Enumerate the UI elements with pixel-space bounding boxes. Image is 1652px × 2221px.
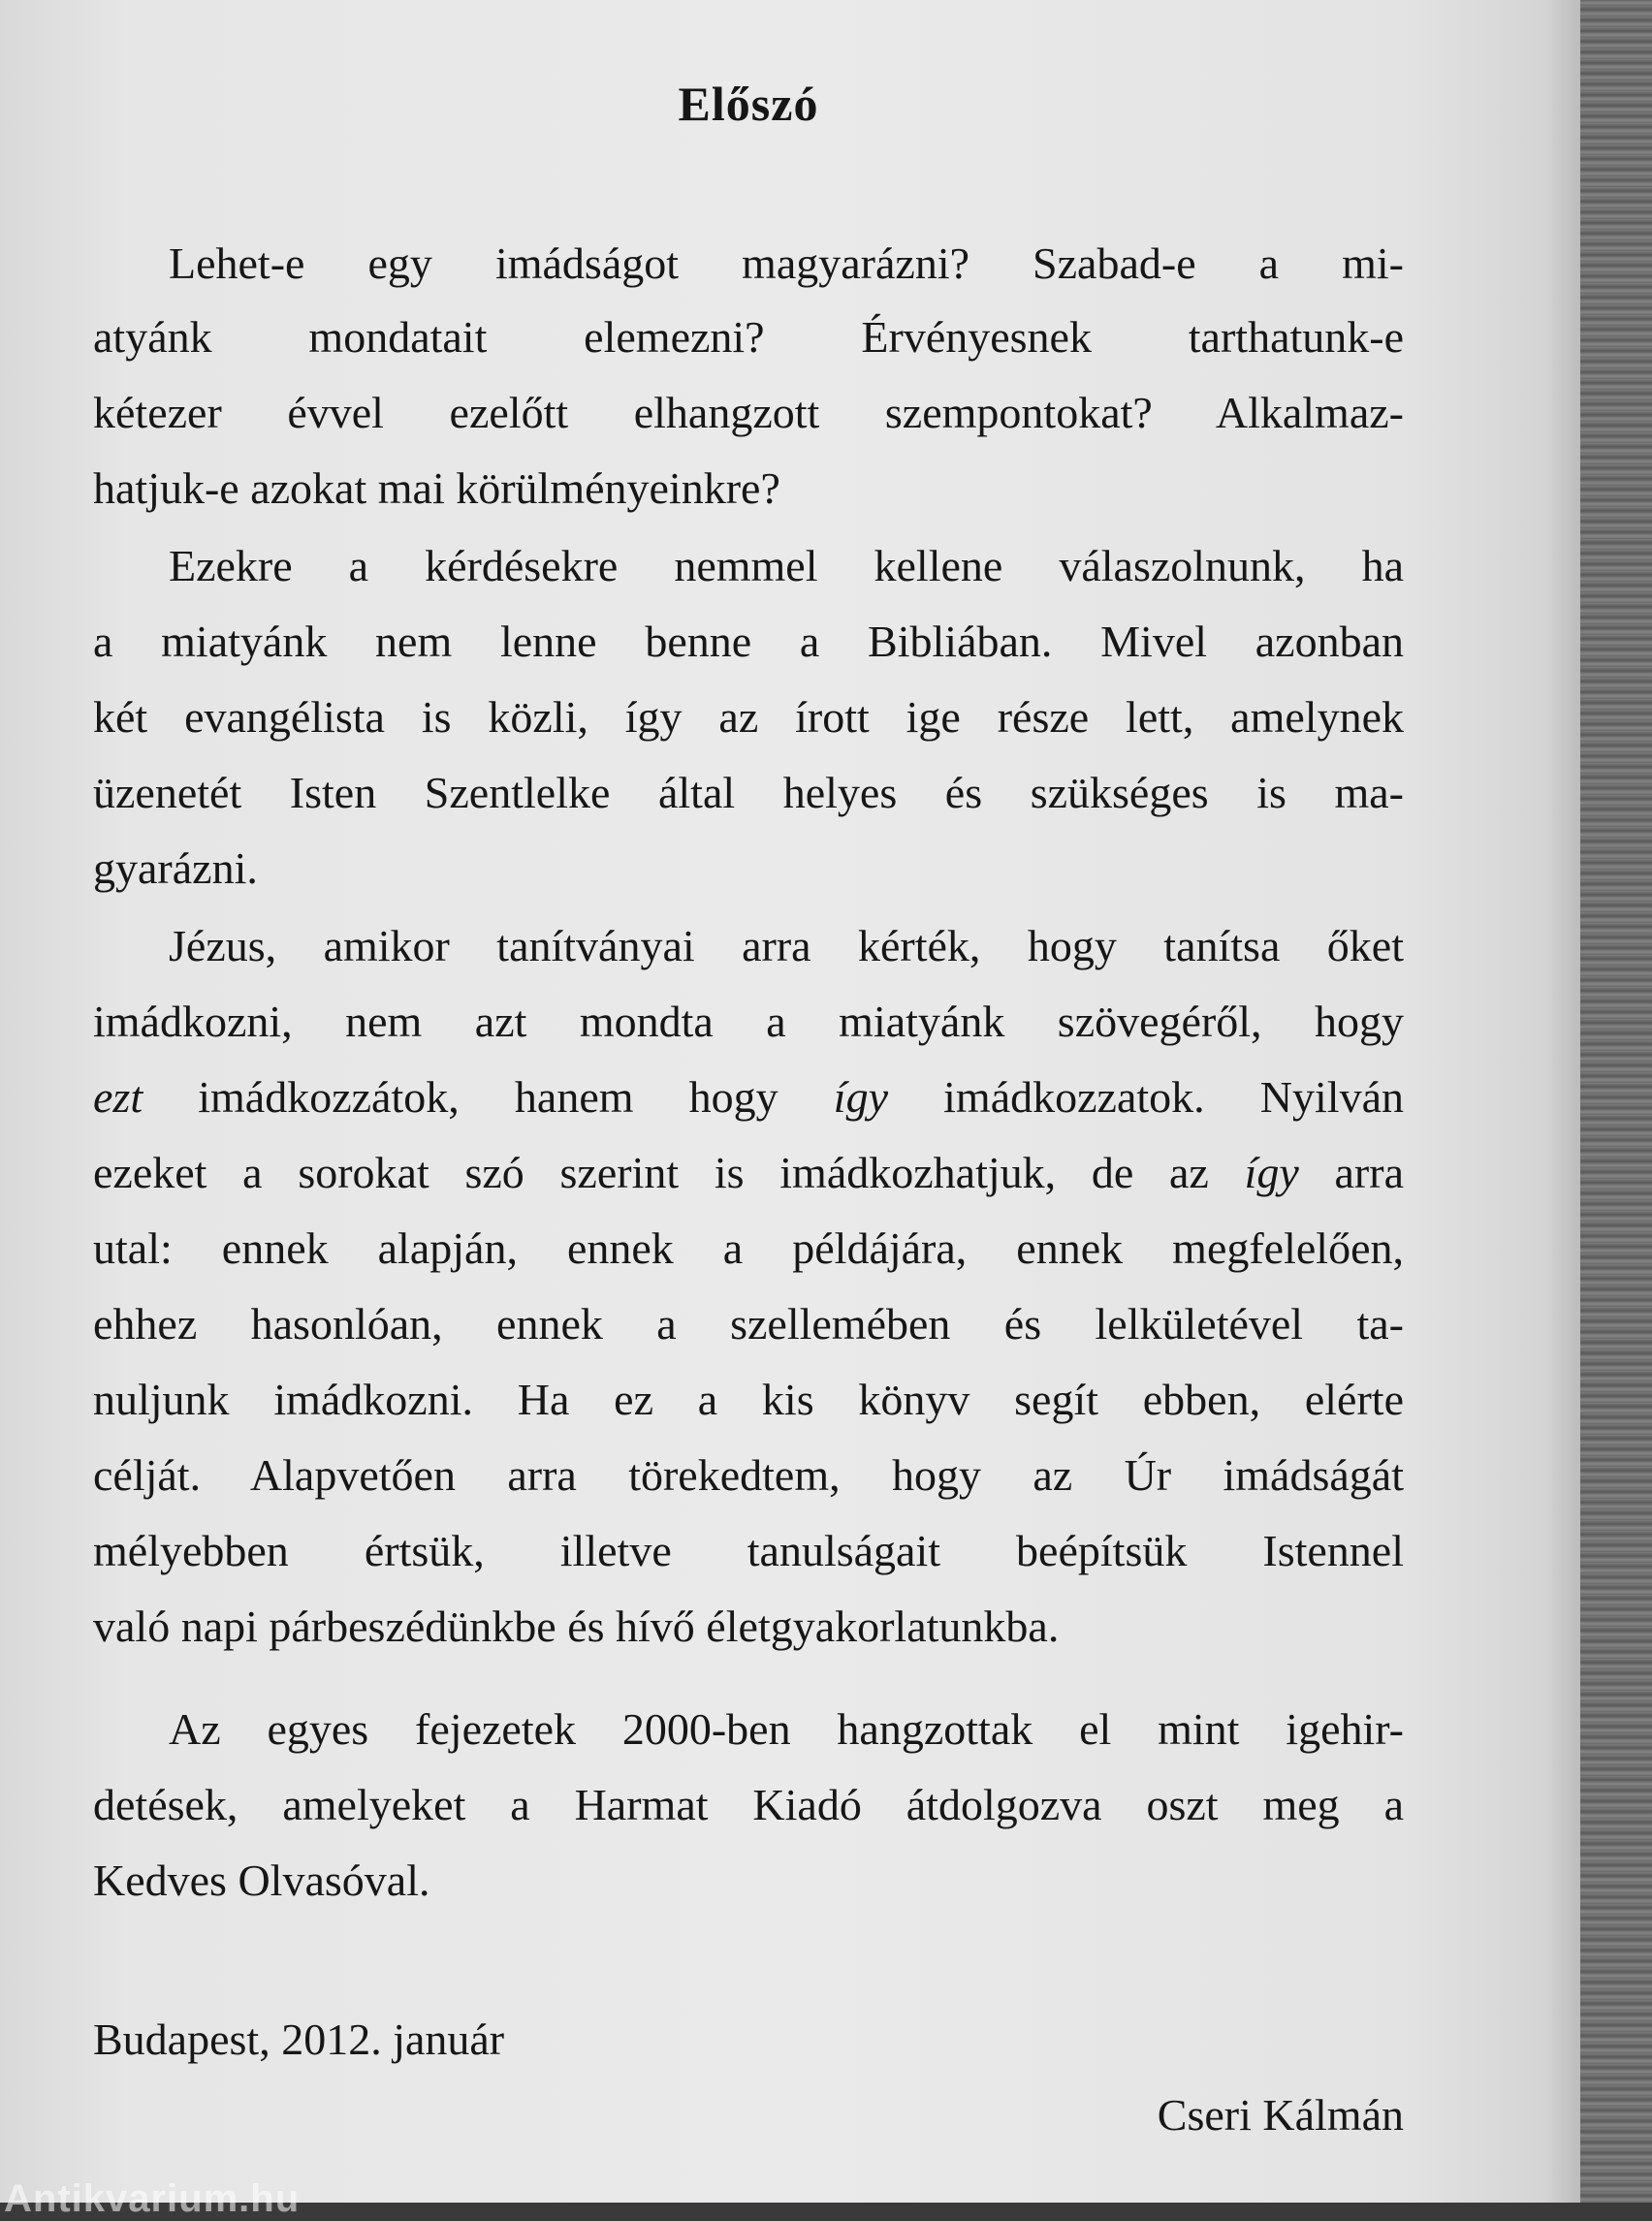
watermark-text: Antikvarium.hu [4,2177,301,2220]
paragraph-4-line-2: detések, amelyeket a Harmat Kiadó átdolgozva oszt meg a [93,1780,1404,1829]
line-4-end: arra [1298,1148,1404,1197]
paragraph-1-line-2: atyánk mondatait elemezni? Érvényesnek tarthatunk-e [93,312,1404,362]
line-3-middle: imádkozzátok, hanem hogy [143,1072,834,1122]
italic-word-igy: így [833,1072,888,1122]
paragraph-3-line-6: ehhez hasonlóan, ennek a szellemében és lelkületével ta- [93,1299,1404,1348]
italic-word-igy-2: így [1244,1148,1299,1197]
paragraph-2-line-5: gyarázni. [93,843,258,893]
paragraph-2-line-2: a miatyánk nem lenne benne a Bibliában. Mivel azonban [93,617,1404,666]
paragraph-2-line-3: két evangélista is közli, így az írott ige része lett, amelynek [93,692,1404,742]
line-3-end: imádkozzatok. Nyilván [888,1072,1404,1122]
paragraph-3-line-7: nuljunk imádkozni. Ha ez a kis könyv segít ebben, elérte [93,1375,1404,1424]
paragraph-3-line-1: Jézus, amikor tanítványai arra kérték, hogy tanítsa őket [169,921,1404,970]
paragraph-3-line-3 [93,1070,1404,1125]
paragraph-3-line-2: imádkozni, nem azt mondta a miatyánk szövegéről, hogy [93,997,1404,1046]
author-signature: Cseri Kálmán [1157,2090,1404,2140]
paragraph-1-line-4: hatjuk-e azokat mai körülményeinkre? [93,463,780,513]
paragraph-4-line-3: Kedves Olvasóval. [93,1856,430,1905]
page-title: Előszó [678,77,819,131]
paragraph-4-line-1: Az egyes fejezetek 2000-ben hangzottak el mint igehir- [169,1704,1404,1754]
line-4-start: ezeket a sorokat szó szerint is imádkozhatjuk, de az [93,1148,1245,1197]
place-and-date: Budapest, 2012. január [93,2015,505,2064]
paragraph-1-line-3: kétezer évvel ezelőtt elhangzott szempontokat? Alkalmaz- [93,388,1404,437]
italic-word-ezt: ezt [93,1072,143,1122]
paragraph-2-line-1: Ezekre a kérdésekre nemmel kellene válaszolnunk, ha [169,541,1404,590]
paragraph-3-line-9: mélyebben értsük, illetve tanulságait beépítsük Istennel [93,1526,1404,1575]
page-edge-stack [1580,0,1652,2203]
paragraph-2-line-4: üzenetét Isten Szentlelke által helyes és szükséges is ma- [93,768,1404,817]
paragraph-1-line-1: Lehet-e egy imádságot magyarázni? Szabad-e a mi- [169,238,1404,288]
paragraph-3-line-4 [93,1146,1404,1200]
paragraph-3-line-5: utal: ennek alapján, ennek a példájára, ennek megfelelően, [93,1223,1404,1273]
paragraph-3-line-8: célját. Alapvetően arra törekedtem, hogy az Úr imádságát [93,1450,1404,1500]
paragraph-3-line-10: való napi párbeszédünkbe és hívő életgyakorlatunkba. [93,1602,1060,1651]
